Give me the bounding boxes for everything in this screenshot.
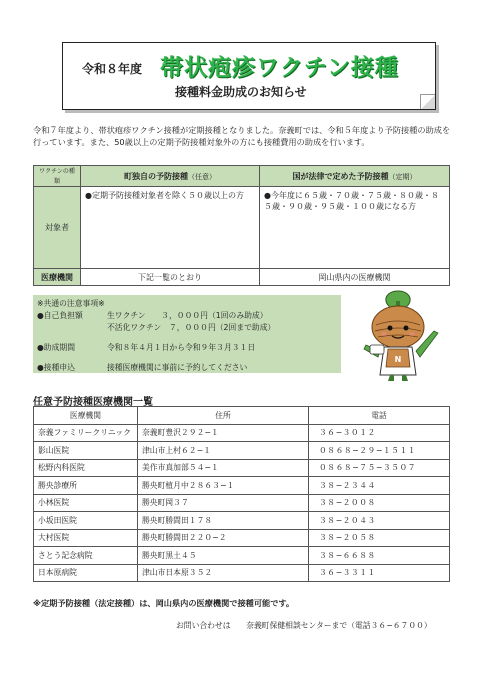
- clinic-phone: ０８６８−２９−１５１１: [309, 442, 450, 460]
- period-label: ●助成期間: [37, 343, 75, 352]
- clinic-address: 勝央町勝間田２２０−２: [138, 529, 309, 547]
- clinic-name: 小坂田医院: [34, 512, 138, 530]
- contact-info: お問い合わせは 奈義町保健相談センターまで（電話３６−６７００）: [176, 621, 432, 630]
- clinic-name: さとう記念病院: [34, 547, 138, 565]
- clinic-address: 勝央町岡３７: [138, 494, 309, 512]
- notice-heading: ※共通の注意事項※: [37, 299, 105, 308]
- table-row: [34, 424, 450, 442]
- header-address: 住所: [138, 407, 309, 425]
- target-voluntary: ●定期予防接種対象者を除く５０歳以上の方: [81, 187, 260, 269]
- intro-paragraph: 令和７年度より、帯状疱疹ワクチン接種が定期接種となりました。奈義町では、令和５年度より予防接種の助成を行っています。また、50歳以上の定期予防接種対象外の方にも接種費用の助成を行います。: [33, 125, 451, 147]
- table-row: [34, 564, 450, 582]
- common-notice-box: [33, 295, 341, 373]
- target-routine: ●今年度に６５歳・７０歳・７５歳・８０歳・８５歳・９０歳・９５歳・１００歳になる方: [260, 187, 450, 269]
- clinic-phone: ３８−２０５８: [309, 529, 450, 547]
- clinic-name: 奈義ファミリークリニック: [34, 424, 138, 442]
- apply-label: ●接種申込: [37, 363, 75, 372]
- clinic-phone: ３６−３０１２: [309, 424, 450, 442]
- clinic-phone: ３８−２３４４: [309, 477, 450, 495]
- clinic-name: 小林医院: [34, 494, 138, 512]
- header-clinic: 医療機関: [34, 407, 138, 425]
- page-subtitle: 接種料金助成のお知らせ: [175, 85, 307, 99]
- table-row: [34, 547, 450, 565]
- table-row: [34, 477, 450, 495]
- clinic-phone: ３８−２０４３: [309, 512, 450, 530]
- inactivated-vaccine-fee: 不活化ワクチン ７，０００円（2回まで助成）: [107, 323, 276, 332]
- self-pay-label: ●自己負担額: [37, 311, 83, 320]
- institution-label: 医療機関: [34, 269, 81, 286]
- clinic-address: 勝央町勝間田１７８: [138, 512, 309, 530]
- clinic-address: 津山市日本原３５２: [138, 564, 309, 582]
- period-value: 令和８年４月１日から令和９年３月３１日: [107, 343, 256, 352]
- clinic-phone: ０８６８−７５−３５０７: [309, 459, 450, 477]
- institution-voluntary: 下記一覧のとおり: [81, 269, 260, 286]
- clinic-name: 日本原病院: [34, 564, 138, 582]
- target-label: 対象者: [34, 187, 81, 269]
- fiscal-year-label: 令和８年度: [82, 62, 143, 76]
- table-row: [34, 442, 450, 460]
- header-phone: 電話: [309, 407, 450, 425]
- clinic-phone: ３６−３３１１: [309, 564, 450, 582]
- clinic-table-header: [34, 407, 450, 425]
- corner-label: ワクチンの種類: [34, 166, 81, 187]
- clinic-name: 勝央診療所: [34, 477, 138, 495]
- col-voluntary-header: 町独自の予防接種（任意）: [81, 166, 260, 187]
- clinic-list-title: 任意予防接種医療機関一覧: [33, 397, 153, 408]
- clinic-name: 大村医院: [34, 529, 138, 547]
- table-row: [34, 529, 450, 547]
- col-routine-header: 国が法律で定めた予防接種（定期）: [260, 166, 450, 187]
- clinic-address: 奈義町豊沢２９２−１: [138, 424, 309, 442]
- apply-value: 接種医療機関に事前に予約してください: [107, 363, 248, 372]
- routine-vaccination-note: ※定期予防接種（法定接種）は、岡山県内の医療機関で接種可能です。: [33, 598, 295, 608]
- clinic-address: 勝央町植月中２８６３−１: [138, 477, 309, 495]
- live-vaccine-fee: 生ワクチン ３，０００円（1回のみ助成）: [107, 311, 268, 320]
- banner-page-curl: [420, 94, 435, 109]
- page-title: 帯状疱疹ワクチン接種: [160, 55, 399, 81]
- onion-mascot-icon: [350, 287, 446, 383]
- institution-routine: 岡山県内の医療機関: [260, 269, 450, 286]
- table-row: [34, 512, 450, 530]
- clinic-address: 美作市真加部５４−１: [138, 459, 309, 477]
- table-row: [34, 459, 450, 477]
- clinic-address: 勝央町黒土４５: [138, 547, 309, 565]
- vaccine-comparison-table: [33, 165, 450, 286]
- clinic-address: 津山市上村６２−１: [138, 442, 309, 460]
- clinic-table: [33, 406, 450, 582]
- clinic-name: 影山医院: [34, 442, 138, 460]
- svg-text:N: N: [394, 355, 402, 364]
- clinic-phone: ３８−６６８８: [309, 547, 450, 565]
- clinic-phone: ３８−２００８: [309, 494, 450, 512]
- clinic-name: 松野内科医院: [34, 459, 138, 477]
- table-row: [34, 494, 450, 512]
